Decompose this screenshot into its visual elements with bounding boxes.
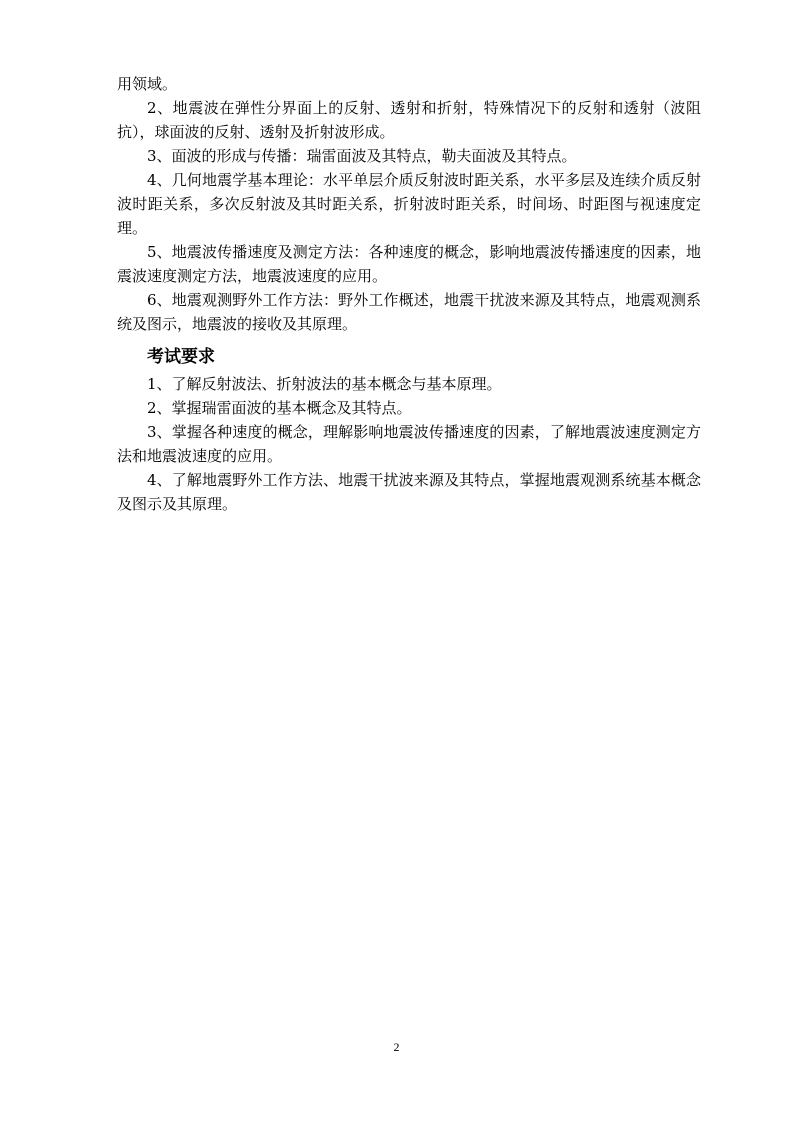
content-item-5: 5、地震波传播速度及测定方法：各种速度的概念，影响地震波传播速度的因素，地震波速度测定方法，地震波速度的应用。 bbox=[117, 243, 701, 285]
continuation-text: 用领域。 bbox=[117, 75, 178, 93]
content-item-6: 6、地震观测野外工作方法：野外工作概述，地震干扰波来源及其特点，地震观测系统及图示，地震波的接收及其原理。 bbox=[117, 291, 701, 333]
page-number: 2 bbox=[393, 1040, 400, 1054]
content-item-4: 4、几何地震学基本理论：水平单层介质反射波时距关系，水平多层及连续介质反射波时距关系，多次反射波及其时距关系，折射波时距关系，时间场、时距图与视速度定理。 bbox=[117, 171, 701, 237]
exam-item-3: 3、掌握各种速度的概念，理解影响地震波传播速度的因素，了解地震波速度测定方法和地震波速度的应用。 bbox=[117, 423, 701, 465]
exam-item-1: 1、了解反射波法、折射波法的基本概念与基本原理。 bbox=[147, 375, 502, 393]
exam-item-2: 2、掌握瑞雷面波的基本概念及其特点。 bbox=[147, 399, 412, 417]
document-body bbox=[117, 72, 701, 516]
exam-requirements-heading: 考试要求 bbox=[147, 347, 215, 367]
exam-item-4: 4、了解地震野外工作方法、地震干扰波来源及其特点，掌握地震观测系统基本概念及图示及其原理。 bbox=[117, 471, 701, 513]
content-item-2: 2、地震波在弹性分界面上的反射、透射和折射，特殊情况下的反射和透射（波阻抗），球面波的反射、透射及折射波形成。 bbox=[117, 99, 701, 141]
content-item-3: 3、面波的形成与传播：瑞雷面波及其特点，勒夫面波及其特点。 bbox=[147, 147, 577, 165]
